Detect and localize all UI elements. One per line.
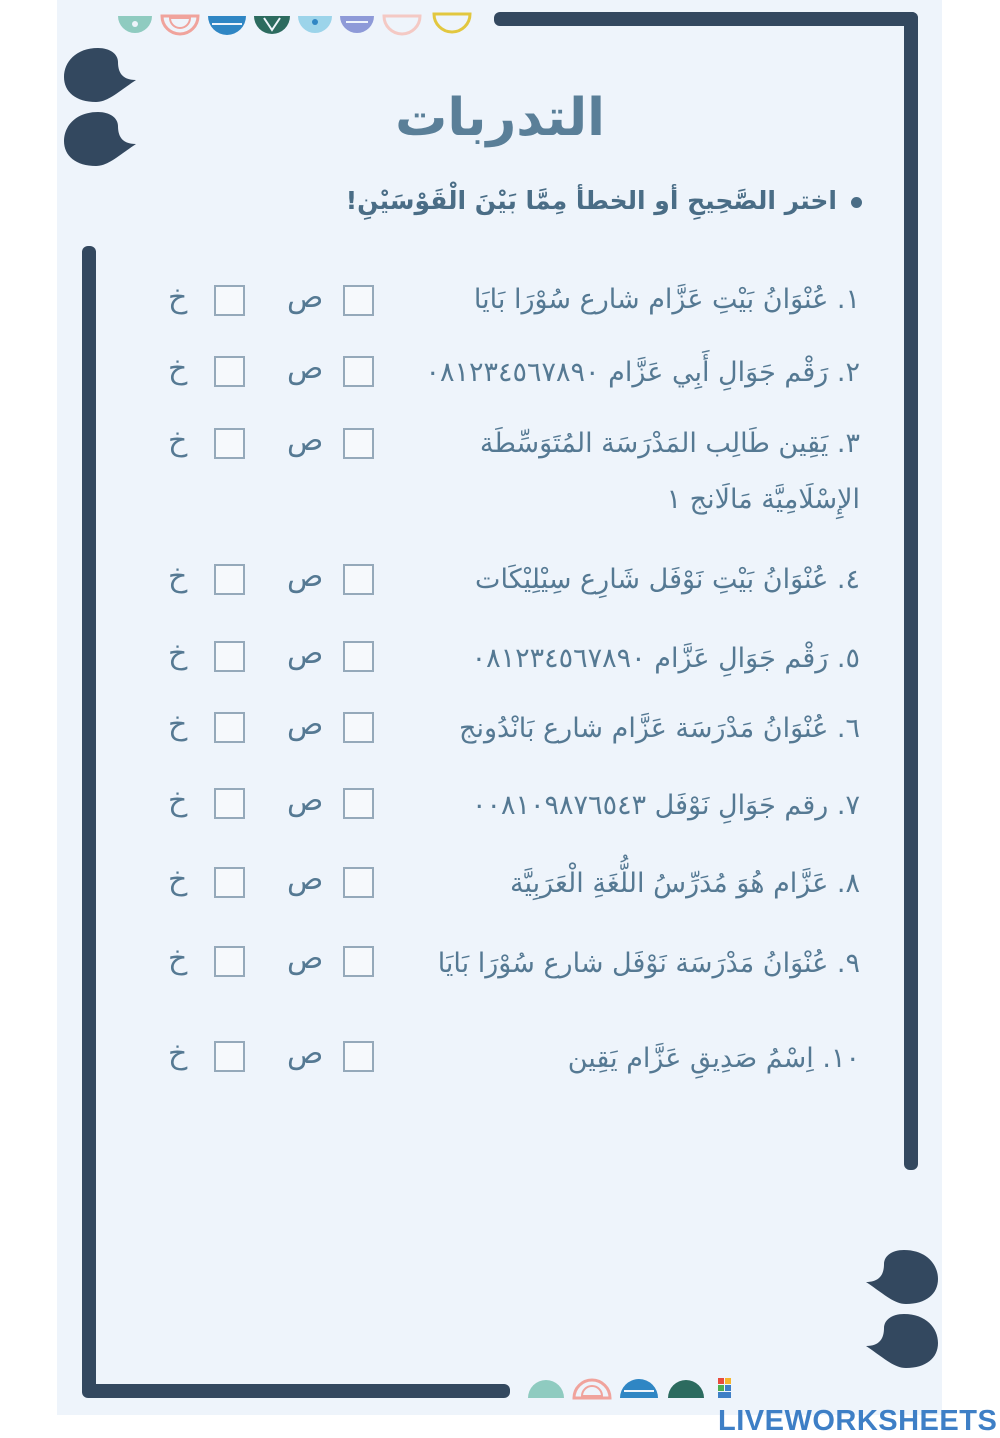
liveworksheets-brand-text: LIVEWORKSHEETS <box>718 1405 998 1437</box>
question-7-false-checkbox[interactable] <box>214 788 245 819</box>
question-5-false-label: خ <box>168 636 188 671</box>
question-5-false-checkbox[interactable] <box>214 641 245 672</box>
frame-right-line <box>904 12 918 1170</box>
question-6-true-checkbox[interactable] <box>343 712 374 743</box>
frame-bottom-line <box>82 1384 510 1398</box>
liveworksheets-brand[interactable] <box>718 1372 1000 1438</box>
question-2-true-label: ص <box>287 351 324 386</box>
question-8-text: ٨. عَزَّام هُوَ مُدَرِّسُ اللُّغَةِ الْعَرَبِيَّة <box>509 868 860 899</box>
question-2-false-label: خ <box>168 351 188 386</box>
question-1-true-label: ص <box>287 280 324 315</box>
question-8-true-label: ص <box>287 862 324 897</box>
bowl-decoration-top-icon <box>112 10 482 42</box>
question-5-text: ٥. رَقْم جَوَالِ عَزَّام ٠٨١٢٣٤٥٦٧٨٩٠ <box>471 643 860 674</box>
question-4-false-label: خ <box>168 559 188 594</box>
question-8-false-checkbox[interactable] <box>214 867 245 898</box>
question-4-true-label: ص <box>287 559 324 594</box>
question-3-true-checkbox[interactable] <box>343 428 374 459</box>
question-2-false-checkbox[interactable] <box>214 356 245 387</box>
question-6-text: ٦. عُنْوَانُ مَدْرَسَة عَزَّام شارع بَانْدُونج <box>459 713 860 744</box>
question-9-false-label: خ <box>168 941 188 976</box>
question-6-false-label: خ <box>168 707 188 742</box>
question-9-true-checkbox[interactable] <box>343 946 374 977</box>
question-7-text: ٧. رقم جَوَالِ نَوْفَل ٠٠٨١٠٩٨٧٦٥٤٣ <box>472 790 860 821</box>
question-3-false-checkbox[interactable] <box>214 428 245 459</box>
question-10-text: ١٠. اِسْمُ صَدِيقِ عَزَّام يَقِين <box>567 1043 860 1074</box>
page-title: التدربات <box>395 88 605 148</box>
question-2-true-checkbox[interactable] <box>343 356 374 387</box>
instruction-text: اختر الصَّحِيحِ أو الخطأ مِمَّا بَيْنَ الْقَوْسَيْنِ! <box>345 186 837 215</box>
instruction <box>346 186 862 215</box>
question-4-true-checkbox[interactable] <box>343 564 374 595</box>
question-1-false-checkbox[interactable] <box>214 285 245 316</box>
question-1-true-checkbox[interactable] <box>343 285 374 316</box>
question-9-text: ٩. عُنْوَانُ مَدْرَسَة نَوْفَل شارع سُوْرَا بَايَا <box>437 948 860 979</box>
question-9-false-checkbox[interactable] <box>214 946 245 977</box>
question-2-text: ٢. رَقْم جَوَالِ أَبِي عَزَّام ٠٨١٢٣٤٥٦٧٨٩٠ <box>425 357 860 388</box>
question-3-text: ٣. يَقِين طَالِب المَدْرَسَة المُتَوَسِّطَة <box>479 428 860 459</box>
bullet-icon <box>851 197 862 208</box>
question-7-true-label: ص <box>287 783 324 818</box>
question-10-false-label: خ <box>168 1036 188 1071</box>
question-6-true-label: ص <box>287 707 324 742</box>
frame-top-line <box>494 12 918 26</box>
quote-mark-bottom-icon <box>858 1244 942 1374</box>
question-5-true-label: ص <box>287 636 324 671</box>
question-4-text: ٤. عُنْوَانُ بَيْتِ نَوْفَل شَارِع سِيْلِيْكَات <box>475 564 860 595</box>
question-3-text-line2: الإِسْلَامِيَّة مَالَانج ١ <box>666 484 860 515</box>
question-8-true-checkbox[interactable] <box>343 867 374 898</box>
question-5-true-checkbox[interactable] <box>343 641 374 672</box>
question-10-true-checkbox[interactable] <box>343 1041 374 1072</box>
frame-left-line <box>82 246 96 1396</box>
question-10-true-label: ص <box>287 1036 324 1071</box>
question-10-false-checkbox[interactable] <box>214 1041 245 1072</box>
question-6-false-checkbox[interactable] <box>214 712 245 743</box>
question-7-false-label: خ <box>168 783 188 818</box>
question-8-false-label: خ <box>168 862 188 897</box>
question-3-false-label: خ <box>168 423 188 458</box>
bowl-decoration-bottom-icon <box>522 1372 722 1404</box>
question-3-true-label: ص <box>287 423 324 458</box>
question-1-text: ١. عُنْوَانُ بَيْتِ عَزَّام شارع سُوْرَا بَايَا <box>473 284 860 315</box>
question-7-true-checkbox[interactable] <box>343 788 374 819</box>
question-4-false-checkbox[interactable] <box>214 564 245 595</box>
question-9-true-label: ص <box>287 941 324 976</box>
liveworksheets-logo-icon <box>718 1376 738 1400</box>
question-1-false-label: خ <box>168 280 188 315</box>
